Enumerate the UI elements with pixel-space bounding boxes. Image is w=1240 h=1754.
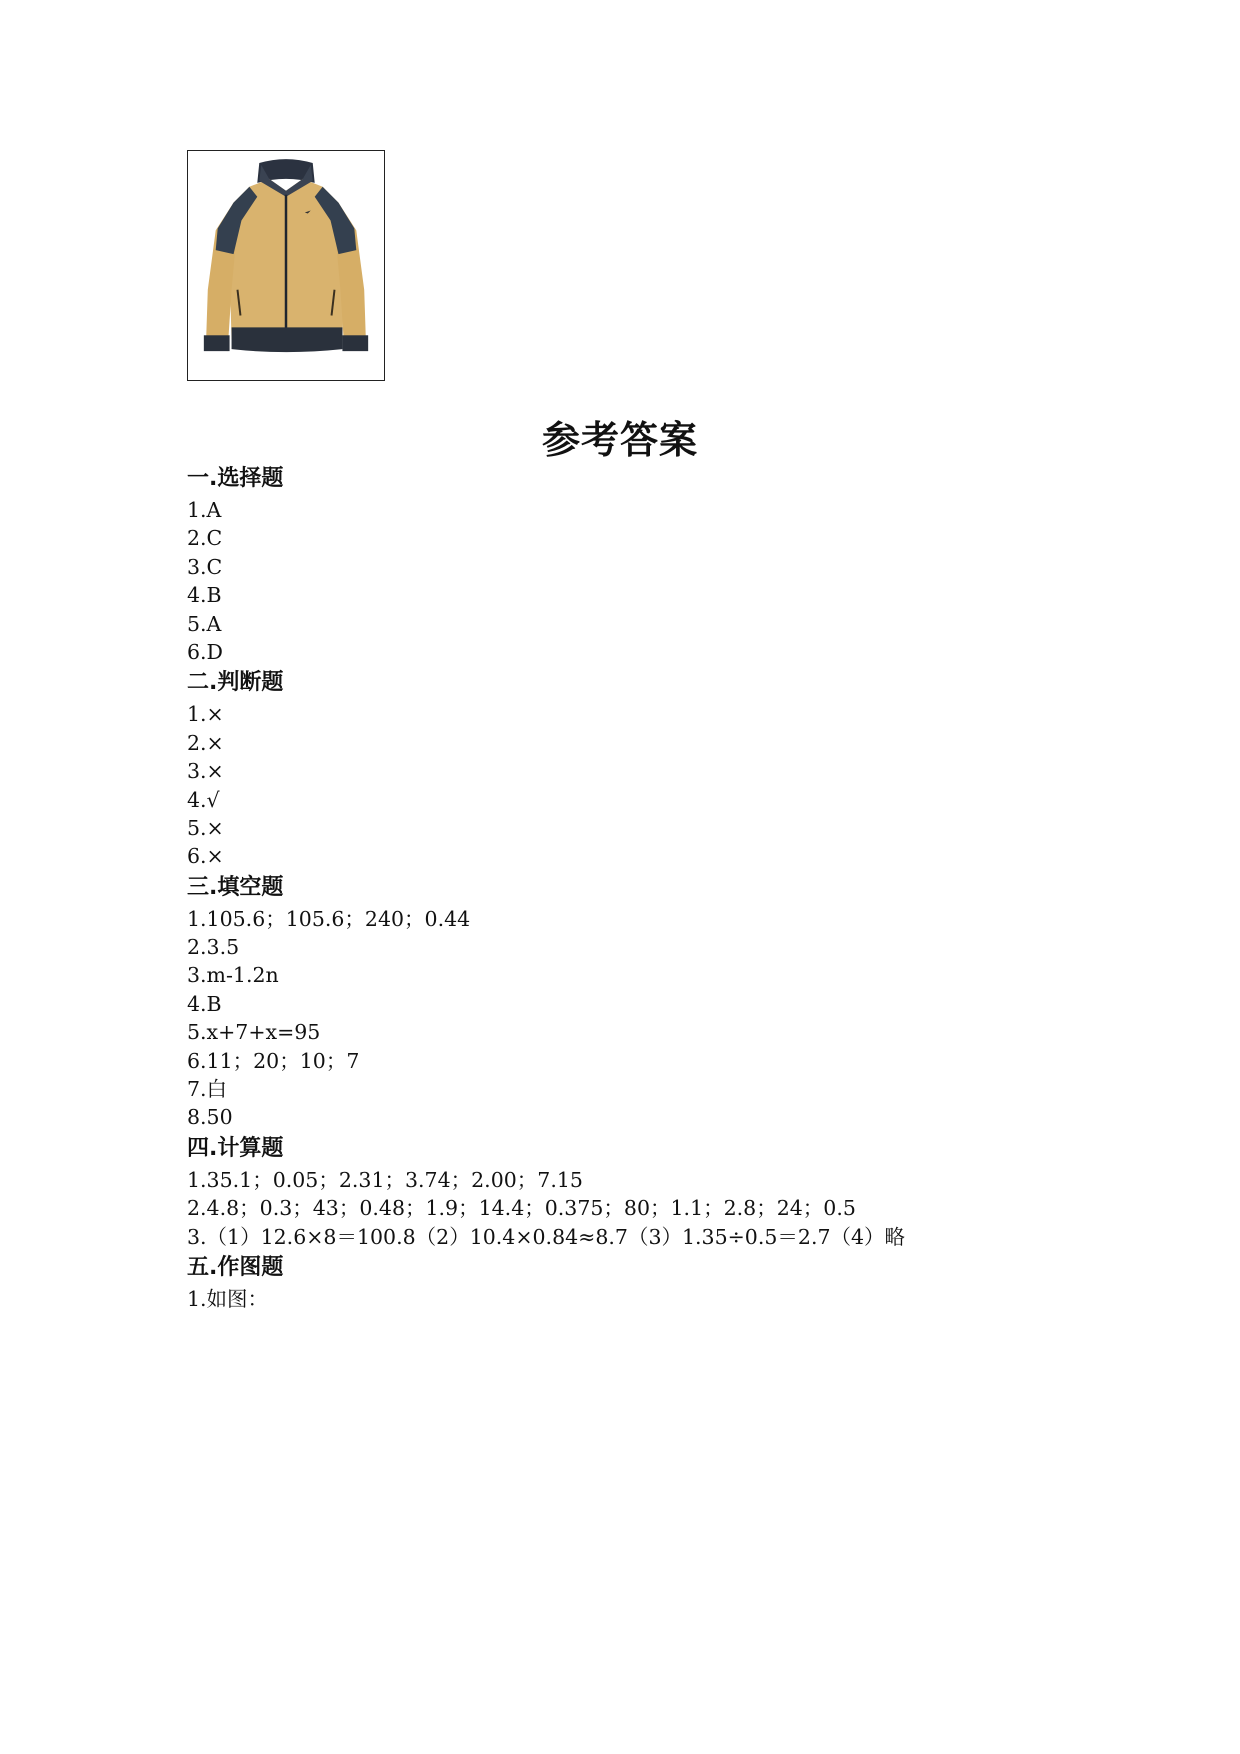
answer-line: 1.A xyxy=(187,498,222,522)
answer-line: 1.如图： xyxy=(187,1286,269,1311)
section-fill-blank xyxy=(187,871,1187,1132)
section-heading: 一.选择题 xyxy=(187,466,284,491)
answer-line: 4.√ xyxy=(187,787,220,812)
answer-line: 5.A xyxy=(187,611,222,636)
section-heading: 五.作图题 xyxy=(187,1254,284,1280)
answer-line: 1.× xyxy=(187,702,224,727)
answer-line: 2.C xyxy=(187,526,223,551)
answer-line: 6.D xyxy=(187,639,223,664)
section-choice xyxy=(187,462,1187,666)
answer-line: 3.m-1.2n xyxy=(187,963,279,988)
section-drawing xyxy=(187,1251,1187,1313)
jacket-image xyxy=(187,150,385,381)
jacket-icon xyxy=(188,151,384,380)
answer-line: 4.B xyxy=(187,991,222,1016)
page-title: 参考答案 xyxy=(541,418,698,462)
section-heading: 二.判断题 xyxy=(187,670,284,696)
answer-line: 8.50 xyxy=(187,1105,233,1130)
section-judge xyxy=(187,666,1187,870)
answer-line: 5.× xyxy=(187,815,224,840)
answer-line: 2.3.5 xyxy=(187,935,240,960)
answer-content xyxy=(187,462,1187,1313)
answer-line: 2.4.8；0.3；43；0.48；1.9；14.4；0.375；80；1.1；2.8；24；0.5 xyxy=(187,1196,856,1221)
answer-line: 2.× xyxy=(187,730,224,755)
answer-line: 3.C xyxy=(187,554,223,579)
answer-line: 7.白 xyxy=(187,1077,228,1102)
answer-line: 3.× xyxy=(187,759,224,784)
section-heading: 三.填空题 xyxy=(187,874,284,900)
answer-line: 6.11；20；10；7 xyxy=(187,1048,360,1073)
section-heading: 四.计算题 xyxy=(187,1135,284,1161)
answer-line: 3.（1）12.6×8＝100.8（2）10.4×0.84≈8.7（3）1.35÷0.5＝2.7（4）略 xyxy=(187,1224,906,1249)
answer-line: 5.x+7+x=95 xyxy=(187,1020,321,1045)
answer-line: 6.× xyxy=(187,844,224,869)
section-calculation xyxy=(187,1132,1187,1251)
answer-line: 1.105.6；105.6；240；0.44 xyxy=(187,906,471,931)
answer-line: 4.B xyxy=(187,583,222,608)
answer-line: 1.35.1；0.05；2.31；3.74；2.00；7.15 xyxy=(187,1167,583,1192)
